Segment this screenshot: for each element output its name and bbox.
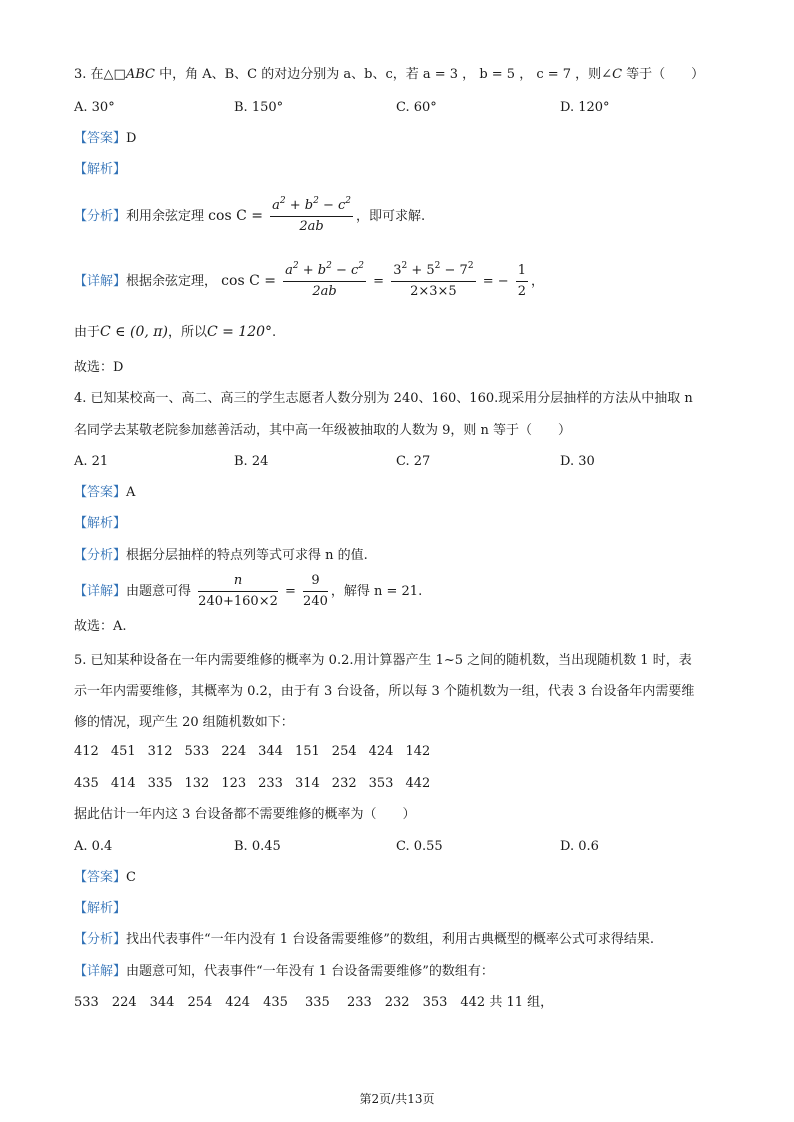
q3-cos-label: cos C =: [208, 208, 263, 224]
random-number: 353: [368, 776, 394, 791]
q3-analysis-post: ，即可求解.: [356, 209, 426, 224]
q3-analysis-tag: 【分析】: [74, 209, 127, 224]
random-number: 233: [258, 776, 283, 791]
q3-choice: 故选：D: [74, 360, 124, 375]
q5-answer: [74, 868, 136, 888]
q4-frac1-den: 240+160×2: [198, 594, 278, 609]
q3-range-end: .: [272, 325, 277, 340]
q3-option-c: C. 60°: [396, 100, 437, 115]
q4-stem-line1: 4. 已知某校高一、高二、高三的学生志愿者人数分别为 240、160、160.现采用分层抽样的方法从中抽取 n: [74, 391, 693, 406]
random-number: 142: [405, 744, 431, 759]
q3-answer-tag: 【答案】: [74, 131, 127, 146]
random-number: 254: [331, 744, 357, 759]
q4-option-b: B. 24: [234, 454, 269, 469]
q5-stem-line1: 5. 已知某种设备在一年内需要维修的概率为 0.2.用计算器产生 1~5 之间的随机数，当出现随机数 1 时，表: [74, 653, 692, 668]
q4-stem-line2: 名同学去某敬老院参加慈善活动，其中高一年级被抽取的人数为 9，则 n 等于（ ）: [74, 423, 572, 438]
q5-stem-line2: 示一年内需要维修，其概率为 0.2，由于有 3 台设备，所以每 3 个随机数为一组，代表 3 台设备年内需要维: [74, 684, 695, 699]
q4-frac2-num: 9: [303, 573, 328, 592]
random-number: 435: [74, 776, 99, 791]
q4-analysis-tag: 【分析】: [74, 548, 127, 563]
page-footer: 第2页/共13页: [359, 1092, 435, 1106]
q4-detail-frac2: [303, 573, 328, 610]
q3-formula-numerator: $a^2 + b^2 - c^2$: [270, 198, 353, 217]
q3-detail-frac-numeric-num: $3^2 + 5^2 - 7^2$: [391, 263, 475, 282]
q5-random-row2: [74, 774, 442, 794]
q3-detail-cos-label: cos C =: [221, 273, 276, 289]
q3-answer: [74, 129, 136, 149]
random-number: 442: [405, 776, 431, 791]
q4-detail-frac1: [198, 573, 278, 610]
q3-option-d: D. 120°: [560, 100, 610, 115]
q5-analysis-tag: 【分析】: [74, 932, 127, 947]
q3-stem-prefix: 3. 在△□: [74, 67, 126, 82]
q3-detail-frac-general-num: $a^2 + b^2 - c^2$: [283, 263, 366, 282]
q3-analysis-pre: 利用余弦定理: [126, 209, 205, 224]
q3-detail-tag: 【详解】: [74, 274, 127, 289]
q5-option-b: B. 0.45: [234, 839, 281, 854]
q4-detail: [74, 572, 422, 612]
q3-analysis: [74, 196, 425, 237]
q4-option-d: D. 30: [560, 454, 595, 469]
q4-analysis-text: 根据分层抽样的特点列等式可求得 n 的值.: [126, 548, 368, 563]
random-number: 533: [184, 744, 210, 759]
random-number: 232: [331, 776, 357, 791]
random-number: 412: [74, 744, 99, 759]
random-number: 312: [147, 744, 173, 759]
q5-random-row1: [74, 742, 442, 762]
q3-formula-denominator: 2ab: [299, 219, 324, 234]
q3-detail-eq1: =: [373, 274, 385, 289]
q4-frac2-den: 240: [303, 594, 328, 609]
q3-range-pre: 由于: [74, 325, 101, 340]
q4-detail-post: ，解得 n = 21.: [330, 584, 423, 599]
q5-option-d: D. 0.6: [560, 839, 599, 854]
q4-answer-value: A: [126, 485, 136, 500]
q5-analysis: [74, 930, 654, 950]
random-number: 132: [184, 776, 210, 791]
q4-frac1-num: n: [198, 573, 278, 592]
q3-detail-frac-numeric: [391, 263, 475, 300]
q5-result-line: 533 224 344 254 424 435 335 233 232 353 442 共 11 组，: [74, 995, 554, 1010]
q3-stem-mid: 中，角 A、B、C 的对边分别为 a、b、c，若 a = 3 ， b = 5 ， c = 7 ，则∠: [154, 67, 613, 82]
q3-range: [74, 322, 276, 343]
q5-option-a: A. 0.4: [74, 839, 113, 854]
q3-detail-eq2: = −: [482, 274, 509, 289]
q3-detail-frac-general-den: 2ab: [312, 284, 337, 299]
random-number: 123: [221, 776, 247, 791]
q4-detail-pre: 由题意可得: [126, 584, 192, 599]
random-number: 451: [110, 744, 136, 759]
q3-stem-c: C: [612, 67, 623, 82]
q5-option-c: C. 0.55: [396, 839, 443, 854]
q5-question: 据此估计一年内这 3 台设备都不需要维修的概率为（ ）: [74, 807, 416, 822]
q3-answer-value: D: [126, 131, 137, 146]
q4-jiexi-tag: 【解析】: [74, 516, 127, 531]
q3-option-b: B. 150°: [234, 100, 284, 115]
q3-detail-half-num: 1: [516, 263, 528, 282]
q4-option-a: A. 21: [74, 454, 109, 469]
q3-option-a: A. 30°: [74, 100, 115, 115]
q3-detail-post: ，: [531, 274, 545, 289]
q5-jiexi-tag: 【解析】: [74, 901, 127, 916]
q3-stem-suffix: 等于（ ）: [622, 67, 705, 82]
q3-jiexi-tag: 【解析】: [74, 162, 127, 177]
q3-range-math: C ∈ (0, π): [100, 324, 168, 340]
q5-analysis-text: 找出代表事件“一年内没有 1 台设备需要维修”的数组，利用古典概型的概率公式可求得结果.: [126, 932, 654, 947]
q3-stem: [74, 65, 704, 85]
q5-stem-line3: 修的情况，现产生 20 组随机数如下：: [74, 715, 294, 730]
q3-stem-abc: ABC: [125, 67, 155, 82]
q5-answer-value: C: [126, 870, 136, 885]
random-number: 414: [110, 776, 136, 791]
q4-detail-eq: =: [285, 584, 296, 599]
random-number: 224: [221, 744, 247, 759]
q3-detail-frac-numeric-den: 2×3×5: [410, 284, 457, 299]
q4-choice: 故选：A.: [74, 619, 127, 634]
q4-analysis: [74, 546, 368, 566]
q5-answer-tag: 【答案】: [74, 870, 127, 885]
q3-detail-frac-general: [283, 263, 366, 300]
q3-detail-frac-half: [516, 263, 528, 300]
q3-detail-pre: 根据余弦定理，: [126, 274, 218, 289]
q3-range-result: C = 120°: [206, 324, 273, 340]
q3-detail: [74, 261, 544, 302]
q3-range-mid: ，所以: [167, 325, 207, 340]
q3-detail-half-den: 2: [517, 284, 527, 299]
q4-option-c: C. 27: [396, 454, 431, 469]
q5-detail: [74, 962, 494, 982]
random-number: 344: [258, 744, 283, 759]
q4-answer: [74, 483, 135, 503]
q3-cosine-formula: [270, 198, 353, 235]
q4-answer-tag: 【答案】: [74, 485, 127, 500]
q5-detail-tag: 【详解】: [74, 964, 127, 979]
random-number: 424: [368, 744, 394, 759]
random-number: 314: [294, 776, 320, 791]
q5-detail-text: 由题意可知，代表事件“一年没有 1 台设备需要维修”的数组有：: [126, 964, 494, 979]
random-number: 151: [294, 744, 320, 759]
q4-detail-tag: 【详解】: [74, 584, 127, 599]
random-number: 335: [147, 776, 173, 791]
